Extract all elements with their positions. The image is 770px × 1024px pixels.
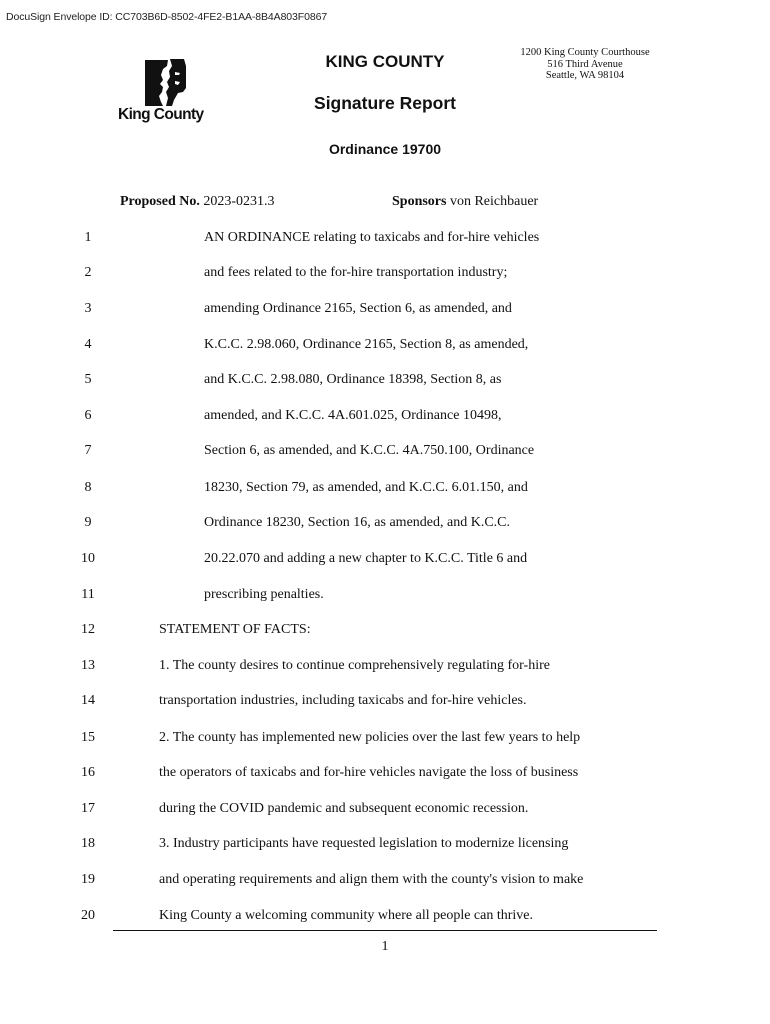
line-number: 2 — [84, 265, 92, 280]
line-number: 10 — [81, 551, 95, 566]
line-number: 17 — [81, 801, 95, 816]
line-number: 12 — [81, 622, 95, 637]
proposed-label: Proposed No. — [120, 194, 200, 209]
text-line: 3. Industry participants have requested legislation to modernize licensing — [159, 836, 569, 851]
text-line: prescribing penalties. — [204, 587, 324, 602]
text-line: King County a welcoming community where all people can thrive. — [159, 908, 534, 923]
ordinance-number: Ordinance 19700 — [328, 141, 442, 157]
address-block — [510, 47, 660, 82]
line-number: 16 — [81, 765, 95, 780]
line-number: 6 — [84, 408, 92, 423]
line-number: 7 — [84, 443, 92, 458]
sponsors-value: von Reichbauer — [449, 194, 539, 209]
address-line: 1200 King County Courthouse — [520, 47, 650, 58]
text-line: and K.C.C. 2.98.080, Ordinance 18398, Section 8, as — [204, 372, 502, 387]
line-number: 11 — [81, 587, 95, 602]
text-line: AN ORDINANCE relating to taxicabs and for-hire vehicles — [204, 230, 540, 245]
text-line: 20.22.070 and adding a new chapter to K.C.C. Title 6 and — [204, 551, 528, 566]
docusign-envelope-id: DocuSign Envelope ID: CC703B6D-8502-4FE2-B1AA-8B4A803F0867 — [6, 11, 328, 23]
king-county-portrait-logo-icon — [142, 58, 188, 106]
king-county-logo — [118, 58, 214, 128]
address-line: Seattle, WA 98104 — [545, 70, 625, 81]
line-number: 19 — [81, 872, 95, 887]
logo-text: King County — [118, 106, 204, 123]
text-line: amended, and K.C.C. 4A.601.025, Ordinance 10498, — [204, 408, 502, 423]
line-number: 5 — [84, 372, 92, 387]
text-line: Section 6, as amended, and K.C.C. 4A.750.100, Ordinance — [204, 443, 535, 458]
text-line: and operating requirements and align them with the county's vision to make — [159, 872, 584, 887]
text-line: 18230, Section 79, as amended, and K.C.C. 6.01.150, and — [204, 480, 528, 495]
text-line: during the COVID pandemic and subsequent economic recession. — [159, 801, 529, 816]
text-line: STATEMENT OF FACTS: — [159, 622, 311, 637]
text-line: amending Ordinance 2165, Section 6, as amended, and — [204, 301, 512, 316]
proposed-value: 2023-0231.3 — [203, 194, 275, 209]
line-number: 3 — [84, 301, 92, 316]
line-number: 15 — [81, 730, 95, 745]
address-line: 516 Third Avenue — [547, 58, 623, 70]
text-line: 1. The county desires to continue comprehensively regulating for-hire — [159, 658, 550, 673]
page-number: 1 — [381, 939, 389, 954]
proposed-number — [120, 194, 275, 210]
text-line: transportation industries, including taxicabs and for-hire vehicles. — [159, 693, 527, 708]
report-title: Signature Report — [314, 93, 456, 113]
line-number: 1 — [84, 230, 92, 245]
text-line: 2. The county has implemented new policies over the last few years to help — [159, 730, 581, 745]
line-number: 9 — [84, 515, 92, 530]
text-line: the operators of taxicabs and for-hire vehicles navigate the loss of business — [159, 765, 579, 780]
line-number: 4 — [84, 337, 92, 352]
sponsors-label: Sponsors — [392, 194, 447, 209]
text-line: and fees related to the for-hire transportation industry; — [204, 265, 508, 280]
county-title: KING COUNTY — [325, 52, 445, 71]
line-number: 14 — [81, 693, 95, 708]
line-number: 18 — [81, 836, 95, 851]
footer-rule — [113, 930, 657, 931]
line-number: 20 — [81, 908, 95, 923]
text-line: Ordinance 18230, Section 16, as amended, and K.C.C. — [204, 515, 510, 530]
text-line: K.C.C. 2.98.060, Ordinance 2165, Section 8, as amended, — [204, 337, 529, 352]
line-number: 8 — [84, 480, 92, 495]
sponsors — [392, 194, 538, 210]
line-number: 13 — [81, 658, 95, 673]
